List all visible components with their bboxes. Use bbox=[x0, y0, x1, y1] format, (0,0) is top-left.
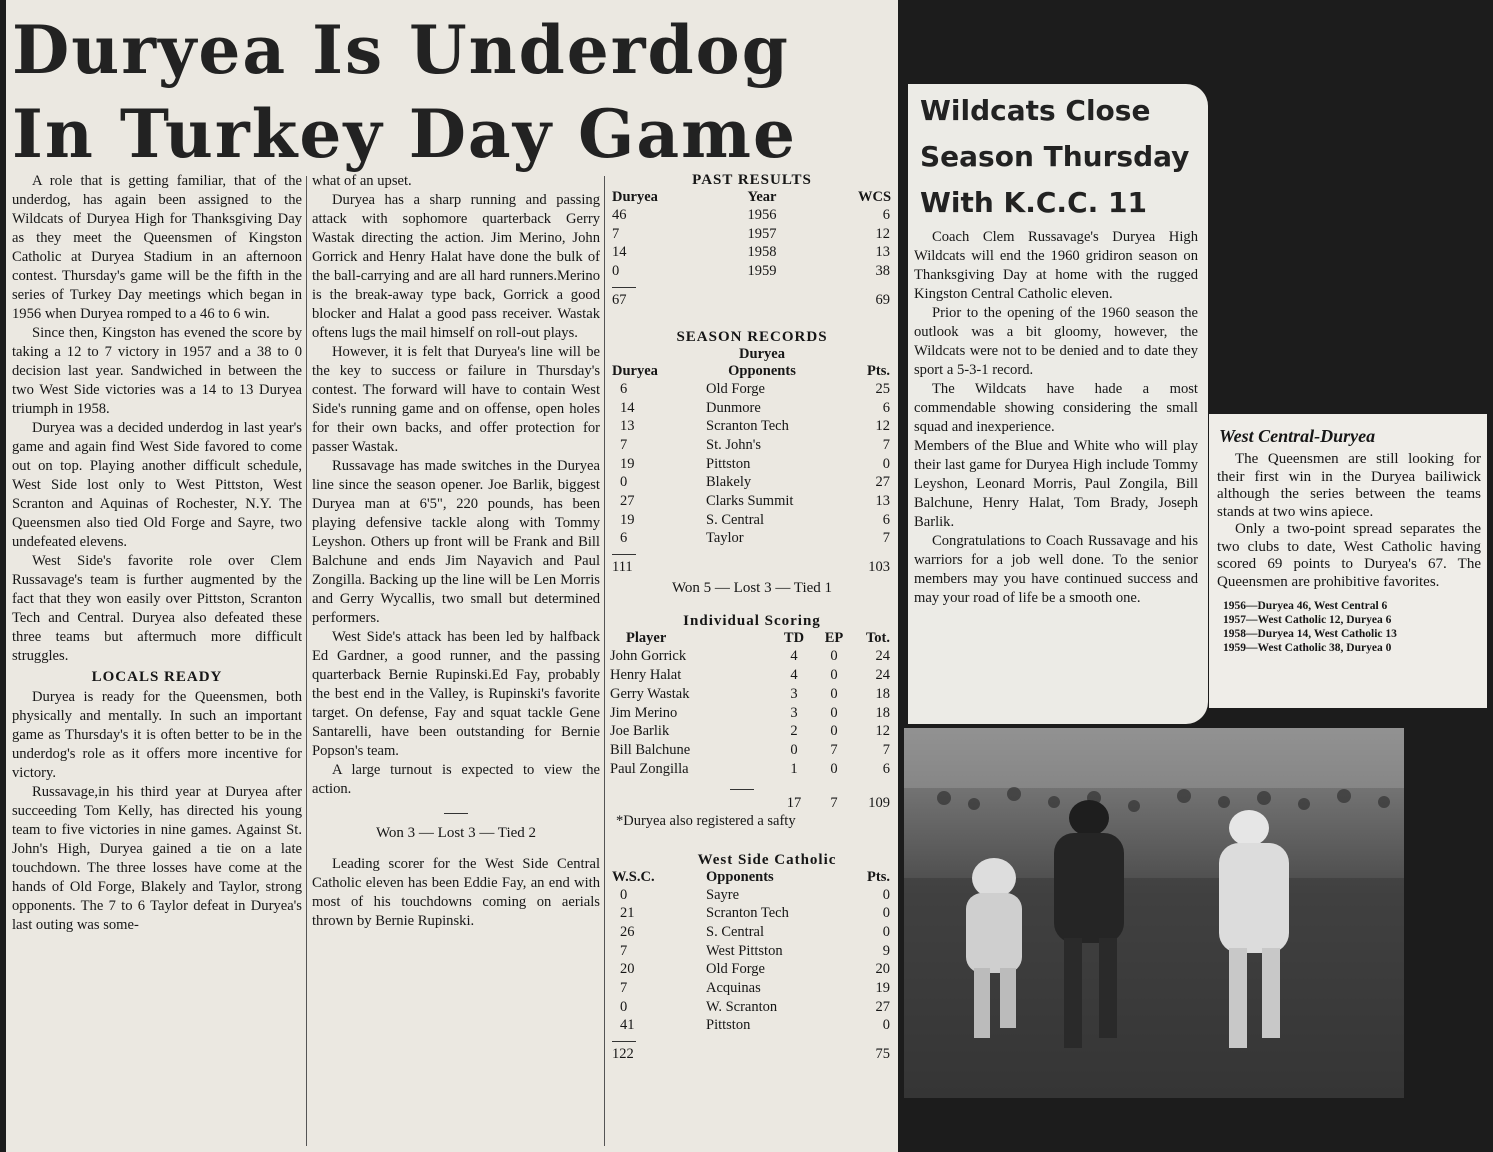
paragraph: Duryea was a decided underdog in last year's game and again find West Side favored to come out on top. Playing another difficult schedule, West Side lost only to West Pittston, West Scranton and Aquinas of Rochester, N.Y. The Queensmen also tied Old Forge and Sayre, two undefeated elevens. bbox=[12, 420, 302, 550]
table-cell: John Gorrick bbox=[610, 648, 687, 665]
table-cell: 1957 bbox=[747, 225, 777, 242]
table-cell: Jim Merino bbox=[610, 704, 678, 721]
table-row bbox=[606, 923, 898, 942]
table-row bbox=[606, 647, 898, 666]
table-cell: 25 bbox=[875, 380, 890, 397]
table-cell: 0 bbox=[830, 666, 838, 683]
table-cell: 6 bbox=[882, 760, 890, 777]
table-row bbox=[606, 399, 898, 418]
duryea-record: Won 5 — Lost 3 — Tied 1 bbox=[671, 580, 833, 597]
table-cell: 12 bbox=[875, 225, 890, 242]
table-cell: Bill Balchune bbox=[610, 742, 691, 759]
table-cell: 0 bbox=[620, 886, 628, 903]
table-cell: 0 bbox=[620, 474, 628, 491]
wsc-header: W.S.C. Opponents Pts. bbox=[612, 868, 890, 885]
paragraph: West Side's attack has been led by halfback Ed Gardner, a good runner, and the passing quarterback Bernie Rupinski.Ed Fay, probably the best end in the Valley, is Rupinski's favorite target. On defense, Fay and squat tackle Gene Santarelli, have been outstanding for Bernie Popson's team. bbox=[312, 629, 600, 759]
subheading: LOCALS READY bbox=[91, 669, 223, 685]
table-cell: 27 bbox=[875, 998, 890, 1015]
table-row bbox=[606, 942, 898, 961]
table-cell: 6 bbox=[620, 380, 628, 397]
series-results: 1956—Duryea 46, West Central 6 1957—West Catholic 12, Duryea 6 1958—Duryea 14, West Catholic 13 1959—West Catholic 38, Duryea 0 bbox=[1223, 600, 1397, 654]
table-row bbox=[606, 492, 898, 511]
wildcats-headline: Wildcats Close Season Thursday With K.C.C. 11 bbox=[920, 94, 1190, 219]
table-cell: St. John's bbox=[706, 436, 761, 453]
table-cell: Old Forge bbox=[706, 961, 765, 978]
paragraph: Congratulations to Coach Russavage and his warriors for a job well done. To the senior members may you have continued success and may your road of life be a smooth one. bbox=[914, 533, 1198, 606]
table-cell: Pittston bbox=[706, 1017, 751, 1034]
table-cell: 13 bbox=[875, 493, 890, 510]
wsc-rows bbox=[606, 886, 898, 1036]
table-cell: 12 bbox=[875, 723, 890, 740]
table-cell: 4 bbox=[790, 648, 798, 665]
season-records-header: Duryea Duryea Opponents Pts. bbox=[612, 345, 890, 379]
table-cell: 0 bbox=[882, 455, 890, 472]
table-cell: Gerry Wastak bbox=[610, 685, 690, 702]
table-cell: 0 bbox=[882, 1017, 890, 1034]
past-results-title: PAST RESULTS bbox=[692, 172, 812, 188]
headline-line-1: Duryea Is Underdog bbox=[12, 11, 790, 89]
main-headline bbox=[12, 8, 892, 176]
table-cell: 1959 bbox=[747, 263, 777, 280]
table-cell: 0 bbox=[882, 923, 890, 940]
table-cell: Sayre bbox=[706, 886, 740, 903]
table-row bbox=[606, 243, 898, 262]
wildcats-body bbox=[908, 226, 1208, 608]
west-central-headline: West Central-Duryea bbox=[1219, 426, 1376, 446]
table-cell: Acquinas bbox=[706, 980, 761, 997]
table-row bbox=[606, 741, 898, 760]
table-cell: Blakely bbox=[706, 474, 752, 491]
stats-column bbox=[606, 172, 898, 1063]
divider bbox=[612, 1041, 636, 1042]
table-cell: 7 bbox=[620, 436, 628, 453]
table-row bbox=[606, 998, 898, 1017]
paragraph: Leading scorer for the West Side Central Catholic eleven has been Eddie Fay, an end with most of his touchdowns coming on aerials thrown by Bernie Rupinski. bbox=[312, 856, 600, 929]
table-cell: 24 bbox=[875, 648, 890, 665]
paragraph: Duryea has a sharp running and passing attack with sophomore quarterback Gerry Wastak directing the action. Jim Merino, John Gorrick and Henry Halat have done the bulk of the ball-carrying and are all hard runners.Merino is the break-away type back, Gorrick a good blocker and Halat a good pass receiver. Wastak oftens lugs the mail himself on roll-out plays. bbox=[312, 192, 600, 341]
paragraph: Duryea is ready for the Queensmen, both physically and mentally. In such an important game as Thursday's it is often better to be in the underdog's role as it offers more incentive for victory. bbox=[12, 689, 302, 781]
table-cell: 7 bbox=[620, 980, 628, 997]
table-cell: 27 bbox=[875, 474, 890, 491]
table-cell: 7 bbox=[882, 436, 890, 453]
table-cell: 20 bbox=[620, 961, 635, 978]
divider bbox=[612, 554, 636, 555]
table-row bbox=[606, 380, 898, 399]
article-column-2 bbox=[312, 172, 600, 931]
table-cell: Taylor bbox=[706, 530, 744, 547]
headline-line-2: In Turkey Day Game bbox=[12, 95, 797, 173]
paragraph: The Queensmen are still looking for their first win in the Duryea bailiwick although the series between the teams stands at two wins apiece. bbox=[1217, 451, 1481, 520]
table-cell: West Pittston bbox=[706, 942, 783, 959]
table-cell: Old Forge bbox=[706, 380, 765, 397]
paragraph: what of an upset. bbox=[312, 173, 412, 189]
paragraph: Only a two-point spread separates the two clubs to date, West Catholic having scored 69 points to Duryea's 67. The Queensmen are prohibitive favorites. bbox=[1217, 521, 1481, 590]
scoring-header: Player TD EP Tot. bbox=[626, 630, 890, 647]
table-row bbox=[606, 685, 898, 704]
table-row bbox=[606, 511, 898, 530]
season-records-title: SEASON RECORDS bbox=[676, 328, 828, 345]
table-row bbox=[606, 979, 898, 998]
wsc-record: Won 3 — Lost 3 — Tied 2 bbox=[375, 825, 537, 841]
table-row bbox=[606, 436, 898, 455]
table-cell: 13 bbox=[620, 418, 635, 435]
table-cell: 3 bbox=[790, 685, 798, 702]
divider bbox=[730, 789, 754, 790]
table-cell: 27 bbox=[620, 493, 635, 510]
past-results-totals: 67 69 bbox=[612, 291, 890, 308]
table-cell: Scranton Tech bbox=[706, 905, 789, 922]
table-cell: 19 bbox=[875, 980, 890, 997]
table-cell: 6 bbox=[882, 399, 890, 416]
table-cell: Clarks Summit bbox=[706, 493, 794, 510]
table-cell: 0 bbox=[830, 760, 838, 777]
table-cell: 0 bbox=[612, 263, 620, 280]
table-row bbox=[606, 529, 898, 548]
table-row bbox=[606, 417, 898, 436]
table-cell: 46 bbox=[612, 207, 627, 223]
paragraph: However, it is felt that Duryea's line will be the key to success or failure in Thursday's contest. The forward will have to contain West Side's running game and on offense, open holes for their own backs, and offer protection for passer Wastak. bbox=[312, 344, 600, 455]
table-cell: 19 bbox=[620, 511, 635, 528]
table-cell: 6 bbox=[882, 207, 890, 223]
west-central-clipping bbox=[1209, 414, 1487, 708]
table-row bbox=[606, 666, 898, 685]
scoring-totals: 17 7 109 bbox=[786, 794, 890, 811]
paragraph: A large turnout is expected to view the action. bbox=[312, 762, 600, 797]
column-rule bbox=[604, 176, 605, 1146]
table-cell: 7 bbox=[620, 942, 628, 959]
paragraph: The Wildcats have hade a most commendable showing considering the small squad and inexperience. bbox=[914, 381, 1198, 435]
wsc-totals: 122 75 bbox=[612, 1046, 890, 1063]
table-row bbox=[606, 473, 898, 492]
table-cell: 7 bbox=[882, 742, 890, 759]
table-cell: Henry Halat bbox=[610, 666, 682, 683]
west-central-body bbox=[1209, 451, 1487, 591]
table-cell: 26 bbox=[620, 923, 635, 940]
divider bbox=[612, 287, 636, 288]
table-cell: 0 bbox=[790, 742, 798, 759]
table-row bbox=[606, 904, 898, 923]
paragraph: A role that is getting familiar, that of the underdog, has again been assigned to the Wildcats of Duryea High for Thanksgiving Day as they meet the Queensmen of Kingston Catholic at Duryea Stadium in an afternoon contest. Thursday's game will be the fifth in the series of Turkey Day meetings which began in 1956 when Duryea romped to a 46 to 6 win. bbox=[12, 173, 302, 322]
table-row bbox=[606, 886, 898, 905]
past-results-header: Duryea Year WCS bbox=[612, 189, 892, 205]
safety-note: *Duryea also registered a safty bbox=[616, 812, 796, 829]
table-cell: 2 bbox=[790, 723, 798, 740]
paragraph: Since then, Kingston has evened the score by taking a 12 to 7 victory in 1957 and a 38 to 0 decision last year. Sandwiched in between the two West Side victories was a 14 to 13 Duryea triumph in 1958. bbox=[12, 325, 302, 417]
table-cell: Joe Barlik bbox=[610, 723, 670, 740]
table-row bbox=[606, 262, 898, 281]
table-cell: 0 bbox=[882, 905, 890, 922]
table-row bbox=[606, 206, 898, 225]
table-row bbox=[606, 225, 898, 244]
table-cell: 0 bbox=[830, 648, 838, 665]
table-cell: 1958 bbox=[747, 244, 777, 261]
scoring-title: Individual Scoring bbox=[683, 613, 821, 630]
table-row bbox=[606, 960, 898, 979]
table-cell: 0 bbox=[830, 723, 838, 740]
table-cell: 41 bbox=[620, 1017, 635, 1034]
wsc-title: West Side Catholic bbox=[697, 851, 837, 868]
table-cell: 7 bbox=[882, 530, 890, 547]
paragraph: Coach Clem Russavage's Duryea High Wildcats will end the 1960 gridiron season on Thanksgiving Day at home with the rugged Kingston Central Catholic eleven. bbox=[914, 229, 1198, 302]
paragraph: West Side's favorite role over Clem Russavage's team is further augmented by the fact that they won easily over Pittston, Scranton Tech and Central. Duryea also defeated these three teams but aftermuch more difficult struggles. bbox=[12, 553, 302, 664]
table-cell: 6 bbox=[882, 511, 890, 528]
table-cell: 0 bbox=[620, 998, 628, 1015]
table-cell: 7 bbox=[612, 225, 620, 242]
table-cell: 0 bbox=[882, 886, 890, 903]
table-cell: Dunmore bbox=[706, 399, 761, 416]
table-cell: 12 bbox=[875, 418, 890, 435]
season-records-rows bbox=[606, 380, 898, 548]
paragraph: Members of the Blue and White who will play their last game for Duryea High include Tommy Leyshon, Leonard Morris, Paul Zongila, Bill Balchune, Henry Halat, Tom Brady, Joseph Barlik. bbox=[914, 438, 1198, 530]
table-cell: 20 bbox=[875, 961, 890, 978]
table-cell: 1 bbox=[790, 760, 798, 777]
divider bbox=[444, 813, 468, 814]
column-rule bbox=[306, 176, 307, 1146]
table-cell: 38 bbox=[875, 263, 890, 280]
main-article-clipping bbox=[6, 0, 898, 1152]
football-action-photo bbox=[904, 728, 1404, 1098]
table-cell: Scranton Tech bbox=[706, 418, 789, 435]
paragraph: Russavage has made switches in the Duryea line since the season opener. Joe Barlik, biggest Duryea man at 6'5", 220 pounds, has been playing defensive tackle along with Tommy Leyshon. Others up front will be Frank and Bill Balchune and ends Jim Nayavich and Paul Zongilla. Backing up the line will be Len Morris and Gerry Wycallis, two small but determined performers. bbox=[312, 458, 600, 626]
table-cell: 18 bbox=[875, 685, 890, 702]
wildcats-clipping bbox=[908, 84, 1208, 724]
table-row bbox=[606, 704, 898, 723]
table-cell: 9 bbox=[882, 942, 890, 959]
table-cell: S. Central bbox=[706, 923, 764, 940]
table-cell: 4 bbox=[790, 666, 798, 683]
table-cell: 13 bbox=[875, 244, 890, 261]
table-cell: 3 bbox=[790, 704, 798, 721]
table-cell: Pittston bbox=[706, 455, 751, 472]
table-row bbox=[606, 1016, 898, 1035]
scoring-rows bbox=[606, 647, 898, 779]
table-row bbox=[606, 722, 898, 741]
season-records-totals: 111 103 bbox=[612, 559, 890, 576]
article-column-1 bbox=[12, 172, 302, 935]
table-cell: 6 bbox=[620, 530, 628, 547]
table-cell: S. Central bbox=[706, 511, 764, 528]
table-cell: 21 bbox=[620, 905, 635, 922]
table-cell: 7 bbox=[830, 742, 838, 759]
table-cell: 19 bbox=[620, 455, 635, 472]
table-cell: 0 bbox=[830, 704, 838, 721]
table-cell: 1956 bbox=[747, 207, 777, 223]
table-cell: 14 bbox=[620, 399, 635, 416]
table-row bbox=[606, 760, 898, 779]
paragraph: Russavage,in his third year at Duryea after succeeding Tom Kelly, has directed his young team to five victories in nine games. Against St. John's High, Duryea gained a tie on a late touchdown. The three losses have come at the hands of Old Forge, Blakely and Taylor, strong opponents. The 7 to 6 Taylor defeat in Duryea's last outing was some- bbox=[12, 784, 302, 933]
table-cell: 24 bbox=[875, 666, 890, 683]
table-cell: 14 bbox=[612, 244, 627, 261]
table-cell: Paul Zongilla bbox=[610, 760, 689, 777]
table-cell: W. Scranton bbox=[706, 998, 778, 1015]
game-photo bbox=[904, 728, 1404, 1098]
past-results-rows bbox=[606, 206, 898, 281]
paragraph: Prior to the opening of the 1960 season the outlook was a bit gloomy, however, the Wildcats were not to be denied and to date they sport a 5-3-1 record. bbox=[914, 305, 1198, 378]
table-cell: 18 bbox=[875, 704, 890, 721]
table-cell: 0 bbox=[830, 685, 838, 702]
table-row bbox=[606, 455, 898, 474]
